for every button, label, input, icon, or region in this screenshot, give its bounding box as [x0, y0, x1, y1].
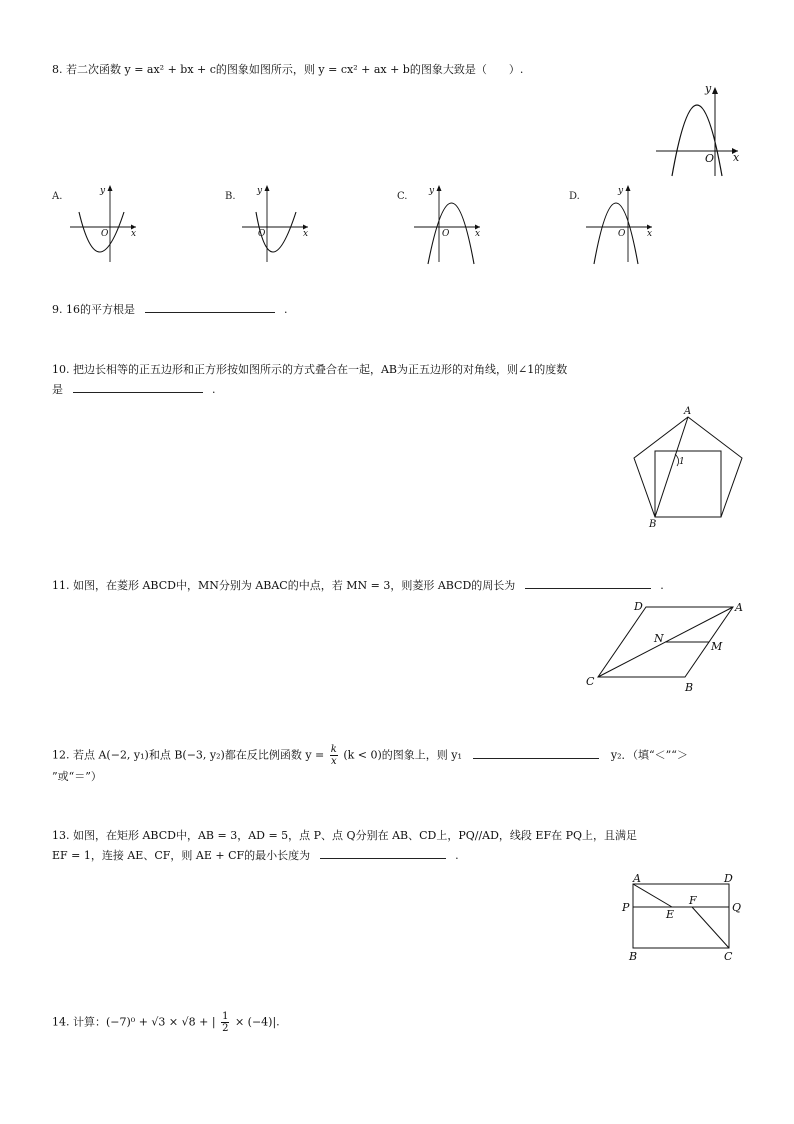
point-b-label: B: [629, 950, 638, 963]
question-12-line1: [52, 744, 688, 767]
axis-y-label: y: [618, 186, 624, 196]
option-a-graph[interactable]: [66, 182, 142, 266]
axis-x-label: x: [303, 229, 309, 239]
question-12-text: 12. 若点 A(−2, y₁)和点 B(−3, y₂)都在反比例函数 y =: [52, 748, 325, 762]
question-14: [52, 1011, 280, 1034]
answer-blank-q10[interactable]: [73, 380, 203, 393]
fraction-numerator: k: [330, 744, 337, 755]
option-d-graph[interactable]: [582, 182, 658, 266]
question-13-line2: [52, 846, 459, 865]
point-f-label: F: [689, 894, 697, 907]
question-12-end: y₂．（填“＜”“＞: [610, 748, 688, 762]
point-b-label: B: [685, 681, 694, 694]
pentagon: [634, 417, 742, 517]
point-a-label: A: [684, 406, 692, 417]
question-14-end: × (−4)|.: [234, 1015, 280, 1029]
axis-x-label: x: [131, 229, 137, 239]
origin-label: O: [101, 229, 109, 239]
y-axis-arrow-icon: [626, 185, 631, 191]
answer-blank-q11[interactable]: [525, 576, 651, 589]
point-a-label: A: [735, 601, 743, 614]
answer-blank-q12[interactable]: [473, 746, 599, 759]
point-q-label: Q: [732, 901, 742, 914]
segment-ae: [633, 884, 672, 907]
axis-y-label: y: [257, 186, 263, 196]
option-c-label[interactable]: C.: [397, 191, 408, 202]
question-13-end: .: [455, 849, 459, 862]
option-a-label[interactable]: A.: [52, 191, 63, 202]
question-8-text: 8. 若二次函数 y = ax² + bx + c的图象如图所示，则 y = cx² + ax + b的图象大致是（ ）.: [52, 63, 524, 76]
axis-y-label: y: [429, 186, 435, 196]
y-axis-arrow-icon: [108, 185, 113, 191]
point-d-label: D: [634, 600, 643, 613]
question-11: [52, 576, 664, 595]
fraction-denominator: x: [330, 756, 337, 767]
origin-label: O: [705, 152, 715, 165]
parabola-curve: [428, 203, 474, 264]
q10-pentagon-square-figure: [625, 402, 760, 532]
axis-y-label: y: [100, 186, 106, 196]
axis-x-label: x: [647, 229, 653, 239]
question-10-end: .: [212, 383, 216, 396]
origin-label: O: [442, 229, 450, 239]
segment-fc: [692, 907, 729, 948]
fraction-numerator: 1: [222, 1011, 229, 1022]
axis-y-label: y: [705, 84, 712, 95]
origin-label: O: [618, 229, 626, 239]
question-9: [52, 300, 288, 319]
question-12-line2: ”或“＝”）: [52, 770, 102, 783]
q13-rectangle-figure: [618, 868, 750, 964]
point-m-label: M: [711, 640, 723, 653]
axis-x-label: x: [475, 229, 481, 239]
diagonal-ab: [655, 417, 688, 517]
parabola-curve: [594, 203, 638, 264]
q8-main-graph: [652, 84, 748, 180]
point-n-label: N: [654, 632, 664, 645]
axis-x-label: x: [733, 151, 740, 164]
square: [655, 451, 721, 517]
point-e-label: E: [666, 908, 675, 921]
point-c-label: C: [586, 675, 595, 688]
option-d-label[interactable]: D.: [569, 191, 580, 202]
option-b-label[interactable]: B.: [225, 191, 236, 202]
point-a-label: A: [633, 872, 641, 885]
point-c-label: C: [724, 950, 733, 963]
question-9-end: .: [284, 303, 288, 316]
angle-1-label: 1: [679, 457, 685, 467]
question-14-text: 14. 计算：(−7)⁰ + √3 × √8 + |: [52, 1015, 216, 1029]
question-13-text: EF = 1，连接 AE、CF，则 AE + CF的最小长度为: [52, 849, 311, 862]
question-11-end: .: [660, 579, 664, 592]
question-10-line2: [52, 380, 216, 399]
y-axis-arrow-icon: [712, 87, 718, 94]
answer-blank-q13[interactable]: [320, 846, 446, 859]
question-10-line1: 10. 把边长相等的正五边形和正方形按如图所示的方式叠合在一起，AB为正五边形的对角线，则∠1的度数: [52, 363, 568, 376]
option-b-graph[interactable]: [238, 182, 314, 266]
y-axis-arrow-icon: [437, 185, 442, 191]
fraction-denominator: 2: [222, 1023, 229, 1034]
point-p-label: P: [622, 901, 630, 914]
rectangle-abcd: [633, 884, 729, 948]
question-12-mid: (k < 0)的图象上，则 y₁: [343, 748, 462, 762]
q11-rhombus-figure: [580, 596, 760, 696]
question-11-text: 11. 如图，在菱形 ABCD中，MN分别为 ABAC的中点，若 MN = 3，则菱形 ABCD的周长为: [52, 579, 516, 592]
question-9-text: 9. 16的平方根是: [52, 303, 135, 316]
option-c-graph[interactable]: [410, 182, 486, 266]
point-b-label: B: [649, 519, 657, 530]
origin-label: O: [258, 229, 266, 239]
question-10-text: 是: [52, 383, 63, 396]
point-d-label: D: [724, 872, 733, 885]
answer-blank-q9[interactable]: [145, 300, 275, 313]
y-axis-arrow-icon: [265, 185, 270, 191]
question-13-line1: 13. 如图，在矩形 ABCD中，AB = 3，AD = 5，点 P、点 Q分别在 AB、CD上，PQ//AD，线段 EF在 PQ上，且满足: [52, 829, 638, 842]
fraction-k-over-x: [330, 744, 338, 767]
fraction-one-half: [221, 1011, 229, 1034]
